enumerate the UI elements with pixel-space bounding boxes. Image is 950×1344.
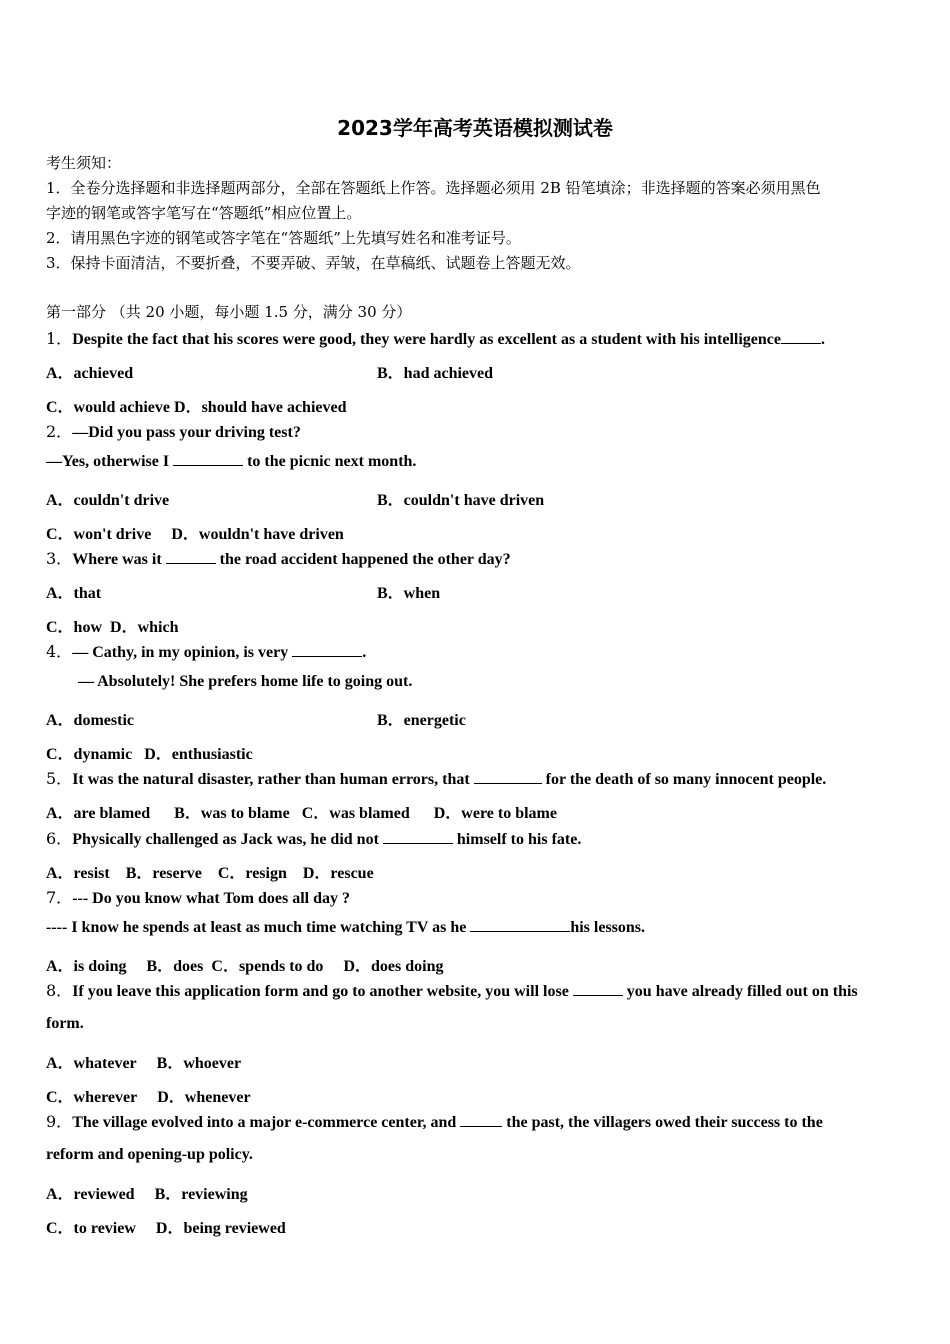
question-5-option-d[interactable]: D．were to blame (433, 805, 557, 822)
question-8-stem-cont: form. (46, 1015, 84, 1032)
question-5-option-b[interactable]: B．was to blame (174, 805, 290, 822)
question-2-reply: —Yes, otherwise I to the picnic next month. (46, 453, 417, 470)
question-9-option-d[interactable]: D．being reviewed (155, 1220, 286, 1237)
question-5-stem: 5．It was the natural disaster, rather than human errors, that for the death of so many innocent people. (46, 769, 827, 788)
question-7-options (46, 953, 443, 976)
question-4-options-cd (46, 741, 253, 764)
question-8-option-c[interactable]: C．wherever (46, 1089, 138, 1106)
question-9-option-c[interactable]: C．to review (46, 1220, 136, 1237)
question-7-option-d[interactable]: D．does doing (343, 958, 444, 975)
question-1-stem: 1．Despite the fact that his scores were good, they were hardly as excellent as a student with his intelligence . (46, 329, 825, 348)
question-9-options-cd (46, 1215, 286, 1238)
question-1-option-d[interactable]: D．should have achieved (174, 399, 347, 416)
question-3-option-b[interactable]: B．when (377, 585, 441, 602)
question-1-option-c[interactable]: C．would achieve (46, 399, 171, 416)
question-3-option-a[interactable]: A．that (46, 585, 102, 602)
notice-item-3: 3．保持卡面清洁，不要折叠，不要弄破、弄皱，在草稿纸、试题卷上答题无效。 (46, 254, 581, 272)
notice-item-1: 1．全卷分选择题和非选择题两部分，全部在答题纸上作答。选择题必须用 2B 铅笔填涂；非选择题的答案必须用黑色 (46, 179, 821, 197)
question-8-stem: 8．If you leave this application form and go to another website, you will lose you have already filled out on this (46, 981, 858, 1000)
question-2-option-c[interactable]: C．won't drive (46, 526, 152, 543)
question-9-option-a[interactable]: A．reviewed (46, 1186, 135, 1203)
question-8-options-cd (46, 1084, 251, 1107)
question-4-option-a[interactable]: A．domestic (46, 712, 134, 729)
question-6-stem: 6．Physically challenged as Jack was, he did not himself to his fate. (46, 829, 582, 848)
question-7-option-a[interactable]: A．is doing (46, 958, 127, 975)
question-6-option-a[interactable]: A．resist (46, 865, 110, 882)
question-5-option-c[interactable]: C．was blamed (301, 805, 410, 822)
question-2-option-a[interactable]: A．couldn't drive (46, 492, 170, 509)
notice-item-1-cont: 字迹的钢笔或答字笔写在“答题纸”相应位置上。 (46, 204, 362, 222)
question-6-option-b[interactable]: B．reserve (125, 865, 202, 882)
question-7-reply: ---- I know he spends at least as much time watching TV as he his lessons. (46, 919, 646, 936)
question-3-option-d[interactable]: D．which (110, 619, 179, 636)
page-title: 2023学年高考英语模拟测试卷 (337, 116, 613, 140)
question-7-option-c[interactable]: C．spends to do (211, 958, 324, 975)
question-7-stem: 7．--- Do you know what Tom does all day ? (46, 888, 351, 907)
question-8-options-ab (46, 1050, 241, 1073)
question-8-option-a[interactable]: A．whatever (46, 1055, 137, 1072)
question-6-option-d[interactable]: D．rescue (302, 865, 374, 882)
question-7-option-b[interactable]: B．does (146, 958, 204, 975)
question-1-options-cd (46, 394, 347, 417)
question-2-stem: 2．—Did you pass your driving test? (46, 422, 301, 441)
question-4-option-b[interactable]: B．energetic (377, 712, 466, 729)
question-8-option-b[interactable]: B．whoever (156, 1055, 242, 1072)
question-4-option-c[interactable]: C．dynamic (46, 746, 133, 763)
section-heading: 第一部分 （共 20 小题，每小题 1.5 分，满分 30 分） (46, 303, 412, 321)
question-2-option-b[interactable]: B．couldn't have driven (377, 492, 545, 509)
question-4-reply: — Absolutely! She prefers home life to going out. (78, 673, 413, 690)
question-5-option-a[interactable]: A．are blamed (46, 805, 151, 822)
question-3-option-c[interactable]: C．how (46, 619, 103, 636)
question-4-stem: 4．— Cathy, in my opinion, is very . (46, 642, 367, 661)
question-6-option-c[interactable]: C．resign (217, 865, 287, 882)
question-1-option-a[interactable]: A．achieved (46, 365, 134, 382)
notice-heading: 考生须知： (46, 154, 122, 172)
notice-item-2: 2．请用黑色字迹的钢笔或答字笔在“答题纸”上先填写姓名和准考证号。 (46, 229, 521, 247)
question-9-option-b[interactable]: B．reviewing (154, 1186, 248, 1203)
question-9-stem: 9．The village evolved into a major e-commerce center, and the past, the villagers owed their success to the (46, 1112, 823, 1131)
question-4-option-d[interactable]: D．enthusiastic (144, 746, 253, 763)
question-3-options-cd (46, 614, 178, 637)
question-9-options-ab (46, 1181, 248, 1204)
question-2-options-cd (46, 521, 344, 544)
question-5-options (46, 800, 557, 823)
question-8-option-d[interactable]: D．whenever (157, 1089, 251, 1106)
question-9-stem-cont: reform and opening-up policy. (46, 1146, 253, 1163)
question-3-stem: 3．Where was it the road accident happened the other day? (46, 549, 511, 568)
question-6-options (46, 860, 374, 883)
question-1-option-b[interactable]: B．had achieved (377, 365, 494, 382)
question-2-option-d[interactable]: D．wouldn't have driven (171, 526, 344, 543)
